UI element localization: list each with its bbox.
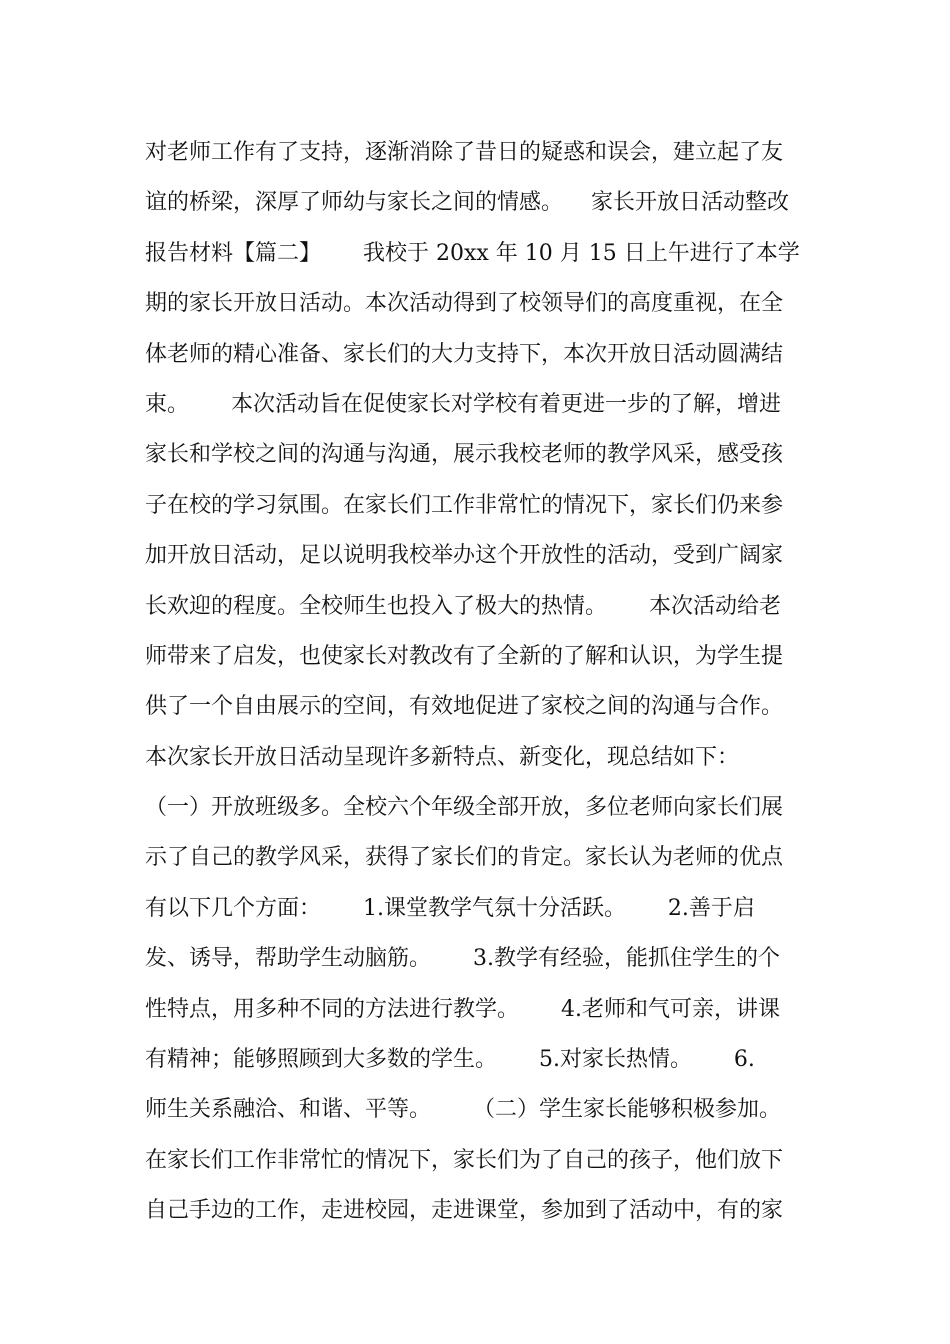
text-line: 有精神；能够照顾到大多数的学生。 5.对家长热情。 6. (145, 1047, 755, 1073)
text-line: （一）开放班级多。全校六个年级全部开放，多位老师向家长们展 (145, 795, 784, 821)
text-line: 本次家长开放日活动呈现许多新特点、新变化，现总结如下： (145, 744, 740, 770)
text-line: 对老师工作有了支持，逐渐消除了昔日的疑惑和误会，建立起了友 (145, 140, 784, 165)
text-line: 性特点，用多种不同的方法进行教学。 4.老师和气可亲，讲课 (145, 996, 780, 1022)
text-line: 谊的桥梁，深厚了师幼与家长之间的情感。 家长开放日活动整改 (145, 190, 789, 216)
text-line: 有以下几个方面： 1.课堂教学气氛十分活跃。 2.善于启 (145, 895, 755, 921)
text-line: 期的家长开放日活动。本次活动得到了校领导们的高度重视，在全 (145, 291, 784, 317)
text-line: 供了一个自由展示的空间，有效地促进了家校之间的沟通与合作。 (145, 694, 784, 720)
text-line: 长欢迎的程度。全校师生也投入了极大的热情。 本次活动给老 (145, 593, 781, 619)
text-line: 报告材料【篇二】 我校于 20xx 年 10 月 15 日上午进行了本学 (145, 240, 800, 266)
text-line: 束。 本次活动旨在促使家长对学校有着更进一步的了解，增进 (145, 391, 781, 417)
text-line: 体老师的精心准备、家长们的大力支持下，本次开放日活动圆满结 (145, 341, 784, 367)
document-body-text (145, 128, 815, 1237)
text-line: 师带来了启发，也使家长对教改有了全新的了解和认识，为学生提 (145, 643, 784, 669)
text-line: 子在校的学习氛围。在家长们工作非常忙的情况下，家长们仍来参 (145, 492, 784, 518)
text-line: 在家长们工作非常忙的情况下，家长们为了自己的孩子，他们放下 (145, 1147, 784, 1173)
text-line: 师生关系融洽、和谐、平等。 （二）学生家长能够积极参加。 (145, 1097, 781, 1123)
text-line: 家长和学校之间的沟通与沟通，展示我校老师的教学风采，感受孩 (145, 442, 784, 468)
text-line: 发、诱导，帮助学生动脑筋。 3.教学有经验，能抓住学生的个 (145, 946, 780, 972)
text-line: 示了自己的教学风采，获得了家长们的肯定。家长认为老师的优点 (145, 845, 784, 871)
text-line: 自己手边的工作，走进校园，走进课堂，参加到了活动中，有的家 (145, 1198, 784, 1224)
text-line: 加开放日活动，足以说明我校举办这个开放性的活动，受到广阔家 (145, 543, 784, 569)
